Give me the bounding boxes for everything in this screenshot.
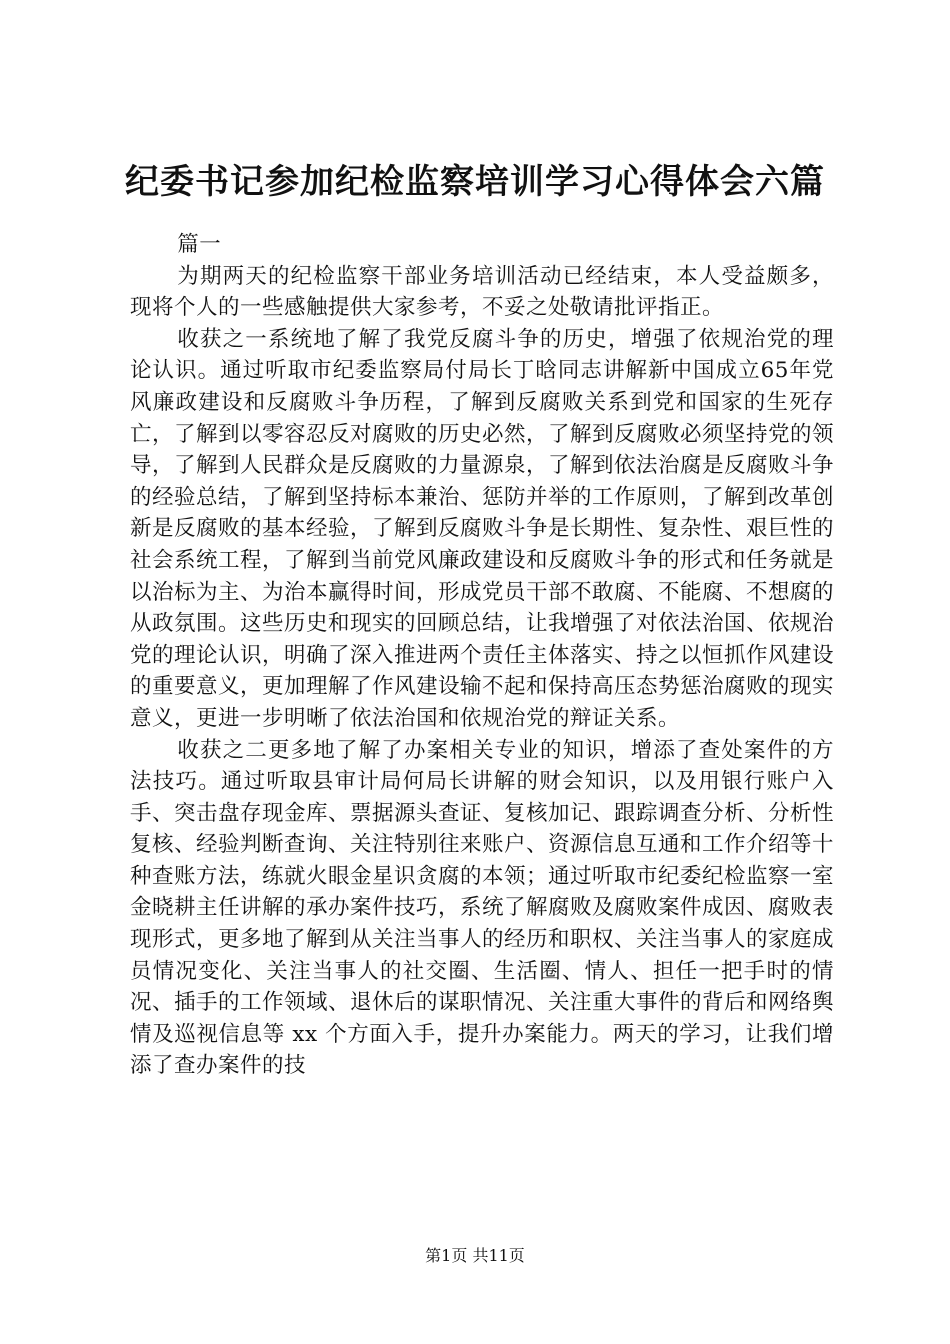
paragraph-gain-one: 收获之一系统地了解了我党反腐斗争的历史，增强了依规治党的理论认识。通过听取市纪委监察局付局长丁晗同志讲解新中国成立65年党风廉政建设和反腐败斗争历程，了解到反腐败关系到党和国家的生死存亡，了解到以零容忍反对腐败的历史必然，了解到反腐败必须坚持党的领导，了解到人民群众是反腐败的力量源泉，了解到依法治腐是反腐败斗争的经验总结，了解到坚持标本兼治、惩防并举的工作原则，了解到改革创新是反腐败的基本经验，了解到反腐败斗争是长期性、复杂性、艰巨性的社会系统工程，了解到当前党风廉政建设和反腐败斗争的形式和任务就是以治标为主、为治本赢得时间，形成党员干部不敢腐、不能腐、不想腐的从政氛围。这些历史和现实的回顾总结，让我增强了对依法治国、依规治党的理论认识，明确了深入推进两个责任主体落实、持之以恒抓作风建设的重要意义，更加理解了作风建设输不起和保持高压态势惩治腐败的现实意义，更进一步明晰了依法治国和依规治党的辩证关系。 [130, 326, 835, 731]
page-number-footer: 第1页 共11页 [425, 1246, 525, 1265]
section-heading: 篇一 [177, 232, 222, 257]
document-body [130, 229, 834, 1082]
document-title: 纪委书记参加纪检监察培训学习心得体会六篇 [125, 162, 825, 202]
paragraph-gain-two: 收获之二更多地了解了办案相关专业的知识，增添了查处案件的方法技巧。通过听取县审计局何局长讲解的财会知识，以及用银行账户入手、突击盘存现金库、票据源头查证、复核加记、跟踪调查分析、分析性复核、经验判断查询、关注特别往来账户、资源信息互通和工作介绍等十种查账方法，练就火眼金星识贪腐的本领；通过听取市纪委纪检监察一室金晓耕主任讲解的承办案件技巧，系统了解腐败及腐败案件成因、腐败表现形式，更多地了解到从关注当事人的经历和职权、关注当事人的家庭成员情况变化、关注当事人的社交圈、生活圈、情人、担任一把手时的情况、插手的工作领域、退休后的谋职情况、关注重大事件的背后和网络舆情及巡视信息等 xx 个方面入手，提升办案能力。两天的学习，让我们增添了查办案件的技 [130, 737, 835, 1079]
paragraph-intro: 为期两天的纪检监察干部业务培训活动已经结束，本人受益颇多，现将个人的一些感触提供大家参考，不妥之处敬请批评指正。 [130, 263, 834, 321]
